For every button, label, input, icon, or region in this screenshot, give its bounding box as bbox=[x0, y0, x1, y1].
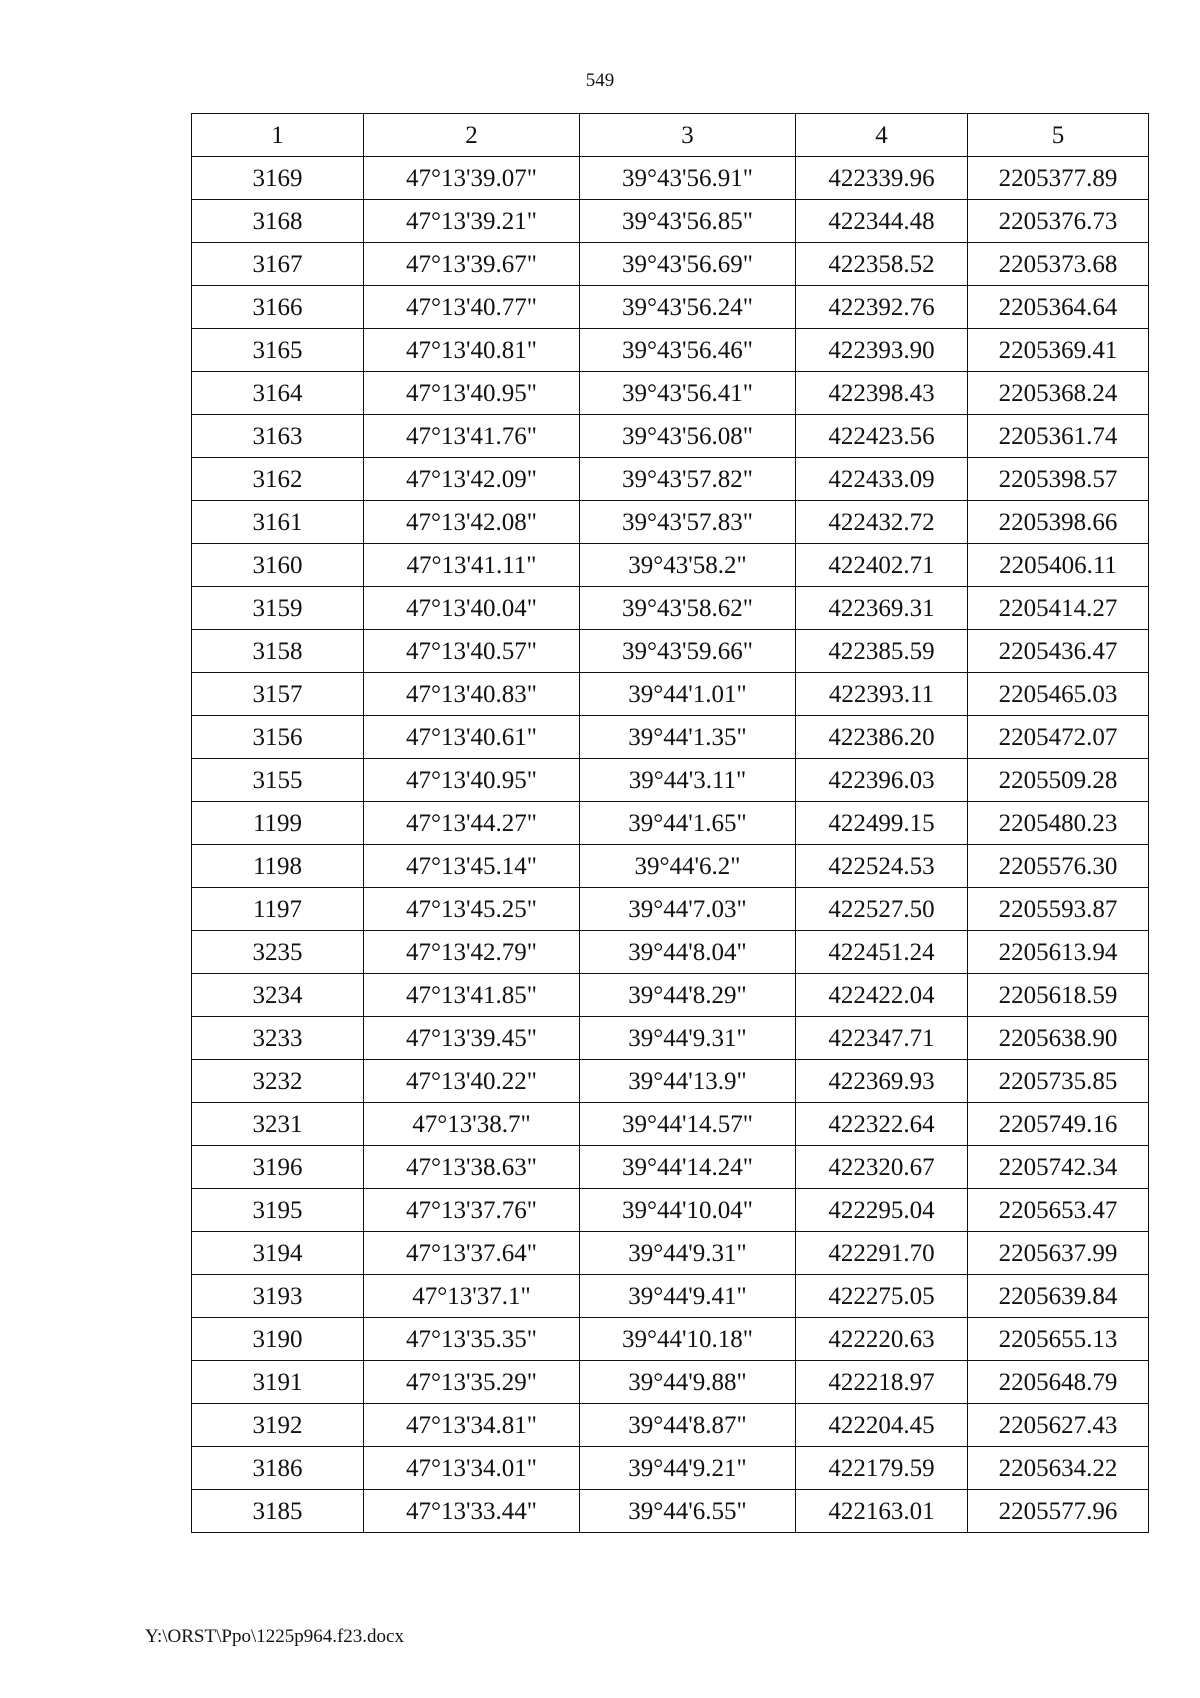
longitude-cell: 39°44'8.29" bbox=[580, 974, 796, 1017]
point-number-cell: 3235 bbox=[192, 931, 364, 974]
point-number-cell: 1199 bbox=[192, 802, 364, 845]
point-number-cell: 1197 bbox=[192, 888, 364, 931]
latitude-cell: 47°13'40.57" bbox=[364, 630, 580, 673]
table-row bbox=[192, 1017, 1149, 1060]
point-number-cell: 3194 bbox=[192, 1232, 364, 1275]
x-coordinate-cell: 422392.76 bbox=[796, 286, 968, 329]
longitude-cell: 39°44'1.35" bbox=[580, 716, 796, 759]
longitude-cell: 39°43'59.66" bbox=[580, 630, 796, 673]
latitude-cell: 47°13'45.25" bbox=[364, 888, 580, 931]
column-header-1: 1 bbox=[192, 114, 364, 157]
latitude-cell: 47°13'42.79" bbox=[364, 931, 580, 974]
table-row bbox=[192, 157, 1149, 200]
x-coordinate-cell: 422322.64 bbox=[796, 1103, 968, 1146]
table-row bbox=[192, 931, 1149, 974]
y-coordinate-cell: 2205465.03 bbox=[968, 673, 1149, 716]
y-coordinate-cell: 2205742.34 bbox=[968, 1146, 1149, 1189]
longitude-cell: 39°44'1.01" bbox=[580, 673, 796, 716]
x-coordinate-cell: 422369.31 bbox=[796, 587, 968, 630]
coordinates-table bbox=[191, 113, 1149, 1533]
y-coordinate-cell: 2205639.84 bbox=[968, 1275, 1149, 1318]
longitude-cell: 39°44'9.88" bbox=[580, 1361, 796, 1404]
latitude-cell: 47°13'40.22" bbox=[364, 1060, 580, 1103]
longitude-cell: 39°44'14.57" bbox=[580, 1103, 796, 1146]
longitude-cell: 39°44'3.11" bbox=[580, 759, 796, 802]
y-coordinate-cell: 2205414.27 bbox=[968, 587, 1149, 630]
point-number-cell: 3195 bbox=[192, 1189, 364, 1232]
y-coordinate-cell: 2205364.64 bbox=[968, 286, 1149, 329]
y-coordinate-cell: 2205613.94 bbox=[968, 931, 1149, 974]
point-number-cell: 3233 bbox=[192, 1017, 364, 1060]
point-number-cell: 3155 bbox=[192, 759, 364, 802]
x-coordinate-cell: 422385.59 bbox=[796, 630, 968, 673]
table-row bbox=[192, 587, 1149, 630]
point-number-cell: 3234 bbox=[192, 974, 364, 1017]
longitude-cell: 39°44'6.2" bbox=[580, 845, 796, 888]
y-coordinate-cell: 2205369.41 bbox=[968, 329, 1149, 372]
x-coordinate-cell: 422369.93 bbox=[796, 1060, 968, 1103]
point-number-cell: 3156 bbox=[192, 716, 364, 759]
longitude-cell: 39°44'14.24" bbox=[580, 1146, 796, 1189]
table-row bbox=[192, 372, 1149, 415]
longitude-cell: 39°44'7.03" bbox=[580, 888, 796, 931]
latitude-cell: 47°13'38.63" bbox=[364, 1146, 580, 1189]
x-coordinate-cell: 422433.09 bbox=[796, 458, 968, 501]
y-coordinate-cell: 2205373.68 bbox=[968, 243, 1149, 286]
x-coordinate-cell: 422295.04 bbox=[796, 1189, 968, 1232]
table-row bbox=[192, 329, 1149, 372]
y-coordinate-cell: 2205576.30 bbox=[968, 845, 1149, 888]
latitude-cell: 47°13'39.21" bbox=[364, 200, 580, 243]
latitude-cell: 47°13'41.11" bbox=[364, 544, 580, 587]
point-number-cell: 3186 bbox=[192, 1447, 364, 1490]
table-row bbox=[192, 630, 1149, 673]
x-coordinate-cell: 422344.48 bbox=[796, 200, 968, 243]
x-coordinate-cell: 422347.71 bbox=[796, 1017, 968, 1060]
longitude-cell: 39°44'8.87" bbox=[580, 1404, 796, 1447]
y-coordinate-cell: 2205749.16 bbox=[968, 1103, 1149, 1146]
y-coordinate-cell: 2205361.74 bbox=[968, 415, 1149, 458]
table-row bbox=[192, 1318, 1149, 1361]
table-row bbox=[192, 974, 1149, 1017]
table-row bbox=[192, 845, 1149, 888]
table-row bbox=[192, 802, 1149, 845]
y-coordinate-cell: 2205398.57 bbox=[968, 458, 1149, 501]
x-coordinate-cell: 422291.70 bbox=[796, 1232, 968, 1275]
longitude-cell: 39°44'9.41" bbox=[580, 1275, 796, 1318]
latitude-cell: 47°13'39.67" bbox=[364, 243, 580, 286]
footer-file-path: Y:\ORST\Ppo\1225p964.f23.docx bbox=[145, 1626, 404, 1647]
longitude-cell: 39°44'13.9" bbox=[580, 1060, 796, 1103]
latitude-cell: 47°13'35.35" bbox=[364, 1318, 580, 1361]
y-coordinate-cell: 2205509.28 bbox=[968, 759, 1149, 802]
table-row bbox=[192, 673, 1149, 716]
table-row bbox=[192, 200, 1149, 243]
table-row bbox=[192, 1146, 1149, 1189]
table-row bbox=[192, 1361, 1149, 1404]
x-coordinate-cell: 422432.72 bbox=[796, 501, 968, 544]
point-number-cell: 3158 bbox=[192, 630, 364, 673]
longitude-cell: 39°44'9.31" bbox=[580, 1017, 796, 1060]
latitude-cell: 47°13'40.61" bbox=[364, 716, 580, 759]
y-coordinate-cell: 2205648.79 bbox=[968, 1361, 1149, 1404]
x-coordinate-cell: 422204.45 bbox=[796, 1404, 968, 1447]
point-number-cell: 3160 bbox=[192, 544, 364, 587]
table-row bbox=[192, 888, 1149, 931]
point-number-cell: 3193 bbox=[192, 1275, 364, 1318]
y-coordinate-cell: 2205735.85 bbox=[968, 1060, 1149, 1103]
x-coordinate-cell: 422524.53 bbox=[796, 845, 968, 888]
latitude-cell: 47°13'37.1" bbox=[364, 1275, 580, 1318]
table-row bbox=[192, 243, 1149, 286]
x-coordinate-cell: 422527.50 bbox=[796, 888, 968, 931]
y-coordinate-cell: 2205377.89 bbox=[968, 157, 1149, 200]
x-coordinate-cell: 422218.97 bbox=[796, 1361, 968, 1404]
latitude-cell: 47°13'34.81" bbox=[364, 1404, 580, 1447]
longitude-cell: 39°44'10.18" bbox=[580, 1318, 796, 1361]
table-row bbox=[192, 1060, 1149, 1103]
point-number-cell: 3163 bbox=[192, 415, 364, 458]
table-row bbox=[192, 1232, 1149, 1275]
point-number-cell: 3164 bbox=[192, 372, 364, 415]
latitude-cell: 47°13'40.77" bbox=[364, 286, 580, 329]
longitude-cell: 39°44'8.04" bbox=[580, 931, 796, 974]
table-row bbox=[192, 415, 1149, 458]
longitude-cell: 39°43'56.08" bbox=[580, 415, 796, 458]
latitude-cell: 47°13'42.09" bbox=[364, 458, 580, 501]
point-number-cell: 3165 bbox=[192, 329, 364, 372]
longitude-cell: 39°43'56.69" bbox=[580, 243, 796, 286]
x-coordinate-cell: 422339.96 bbox=[796, 157, 968, 200]
table-row bbox=[192, 458, 1149, 501]
longitude-cell: 39°43'56.24" bbox=[580, 286, 796, 329]
table-row bbox=[192, 1189, 1149, 1232]
column-header-4: 4 bbox=[796, 114, 968, 157]
y-coordinate-cell: 2205577.96 bbox=[968, 1490, 1149, 1533]
y-coordinate-cell: 2205634.22 bbox=[968, 1447, 1149, 1490]
latitude-cell: 47°13'34.01" bbox=[364, 1447, 580, 1490]
column-header-3: 3 bbox=[580, 114, 796, 157]
y-coordinate-cell: 2205376.73 bbox=[968, 200, 1149, 243]
point-number-cell: 3169 bbox=[192, 157, 364, 200]
column-header-5: 5 bbox=[968, 114, 1149, 157]
point-number-cell: 3232 bbox=[192, 1060, 364, 1103]
point-number-cell: 3161 bbox=[192, 501, 364, 544]
longitude-cell: 39°43'56.85" bbox=[580, 200, 796, 243]
x-coordinate-cell: 422320.67 bbox=[796, 1146, 968, 1189]
x-coordinate-cell: 422386.20 bbox=[796, 716, 968, 759]
latitude-cell: 47°13'40.95" bbox=[364, 372, 580, 415]
x-coordinate-cell: 422423.56 bbox=[796, 415, 968, 458]
y-coordinate-cell: 2205436.47 bbox=[968, 630, 1149, 673]
point-number-cell: 1198 bbox=[192, 845, 364, 888]
latitude-cell: 47°13'39.07" bbox=[364, 157, 580, 200]
longitude-cell: 39°43'57.83" bbox=[580, 501, 796, 544]
x-coordinate-cell: 422275.05 bbox=[796, 1275, 968, 1318]
point-number-cell: 3159 bbox=[192, 587, 364, 630]
y-coordinate-cell: 2205398.66 bbox=[968, 501, 1149, 544]
x-coordinate-cell: 422402.71 bbox=[796, 544, 968, 587]
x-coordinate-cell: 422358.52 bbox=[796, 243, 968, 286]
table-row bbox=[192, 716, 1149, 759]
table-row bbox=[192, 1447, 1149, 1490]
point-number-cell: 3190 bbox=[192, 1318, 364, 1361]
table-row bbox=[192, 1490, 1149, 1533]
latitude-cell: 47°13'41.85" bbox=[364, 974, 580, 1017]
y-coordinate-cell: 2205653.47 bbox=[968, 1189, 1149, 1232]
latitude-cell: 47°13'41.76" bbox=[364, 415, 580, 458]
table-row bbox=[192, 1404, 1149, 1447]
point-number-cell: 3185 bbox=[192, 1490, 364, 1533]
point-number-cell: 3192 bbox=[192, 1404, 364, 1447]
point-number-cell: 3191 bbox=[192, 1361, 364, 1404]
longitude-cell: 39°44'9.31" bbox=[580, 1232, 796, 1275]
latitude-cell: 47°13'37.76" bbox=[364, 1189, 580, 1232]
longitude-cell: 39°44'9.21" bbox=[580, 1447, 796, 1490]
x-coordinate-cell: 422396.03 bbox=[796, 759, 968, 802]
x-coordinate-cell: 422163.01 bbox=[796, 1490, 968, 1533]
y-coordinate-cell: 2205472.07 bbox=[968, 716, 1149, 759]
longitude-cell: 39°44'10.04" bbox=[580, 1189, 796, 1232]
y-coordinate-cell: 2205655.13 bbox=[968, 1318, 1149, 1361]
table-body bbox=[192, 157, 1149, 1533]
table-row bbox=[192, 501, 1149, 544]
point-number-cell: 3162 bbox=[192, 458, 364, 501]
y-coordinate-cell: 2205618.59 bbox=[968, 974, 1149, 1017]
latitude-cell: 47°13'42.08" bbox=[364, 501, 580, 544]
table-row bbox=[192, 759, 1149, 802]
point-number-cell: 3157 bbox=[192, 673, 364, 716]
latitude-cell: 47°13'33.44" bbox=[364, 1490, 580, 1533]
latitude-cell: 47°13'40.81" bbox=[364, 329, 580, 372]
latitude-cell: 47°13'44.27" bbox=[364, 802, 580, 845]
y-coordinate-cell: 2205637.99 bbox=[968, 1232, 1149, 1275]
longitude-cell: 39°43'56.46" bbox=[580, 329, 796, 372]
x-coordinate-cell: 422393.90 bbox=[796, 329, 968, 372]
longitude-cell: 39°44'6.55" bbox=[580, 1490, 796, 1533]
table-row bbox=[192, 1103, 1149, 1146]
longitude-cell: 39°44'1.65" bbox=[580, 802, 796, 845]
latitude-cell: 47°13'40.83" bbox=[364, 673, 580, 716]
latitude-cell: 47°13'37.64" bbox=[364, 1232, 580, 1275]
longitude-cell: 39°43'58.62" bbox=[580, 587, 796, 630]
point-number-cell: 3196 bbox=[192, 1146, 364, 1189]
y-coordinate-cell: 2205638.90 bbox=[968, 1017, 1149, 1060]
longitude-cell: 39°43'56.41" bbox=[580, 372, 796, 415]
point-number-cell: 3168 bbox=[192, 200, 364, 243]
x-coordinate-cell: 422398.43 bbox=[796, 372, 968, 415]
x-coordinate-cell: 422499.15 bbox=[796, 802, 968, 845]
y-coordinate-cell: 2205593.87 bbox=[968, 888, 1149, 931]
point-number-cell: 3166 bbox=[192, 286, 364, 329]
page-number: 549 bbox=[585, 70, 615, 91]
table-row bbox=[192, 1275, 1149, 1318]
y-coordinate-cell: 2205480.23 bbox=[968, 802, 1149, 845]
x-coordinate-cell: 422220.63 bbox=[796, 1318, 968, 1361]
y-coordinate-cell: 2205627.43 bbox=[968, 1404, 1149, 1447]
longitude-cell: 39°43'56.91" bbox=[580, 157, 796, 200]
column-header-2: 2 bbox=[364, 114, 580, 157]
point-number-cell: 3231 bbox=[192, 1103, 364, 1146]
latitude-cell: 47°13'45.14" bbox=[364, 845, 580, 888]
latitude-cell: 47°13'40.04" bbox=[364, 587, 580, 630]
y-coordinate-cell: 2205406.11 bbox=[968, 544, 1149, 587]
table-row bbox=[192, 544, 1149, 587]
x-coordinate-cell: 422179.59 bbox=[796, 1447, 968, 1490]
x-coordinate-cell: 422393.11 bbox=[796, 673, 968, 716]
longitude-cell: 39°43'58.2" bbox=[580, 544, 796, 587]
longitude-cell: 39°43'57.82" bbox=[580, 458, 796, 501]
latitude-cell: 47°13'35.29" bbox=[364, 1361, 580, 1404]
point-number-cell: 3167 bbox=[192, 243, 364, 286]
x-coordinate-cell: 422451.24 bbox=[796, 931, 968, 974]
header-row bbox=[192, 114, 1149, 157]
table-header bbox=[192, 114, 1149, 157]
y-coordinate-cell: 2205368.24 bbox=[968, 372, 1149, 415]
table-row bbox=[192, 286, 1149, 329]
latitude-cell: 47°13'39.45" bbox=[364, 1017, 580, 1060]
latitude-cell: 47°13'38.7" bbox=[364, 1103, 580, 1146]
x-coordinate-cell: 422422.04 bbox=[796, 974, 968, 1017]
latitude-cell: 47°13'40.95" bbox=[364, 759, 580, 802]
